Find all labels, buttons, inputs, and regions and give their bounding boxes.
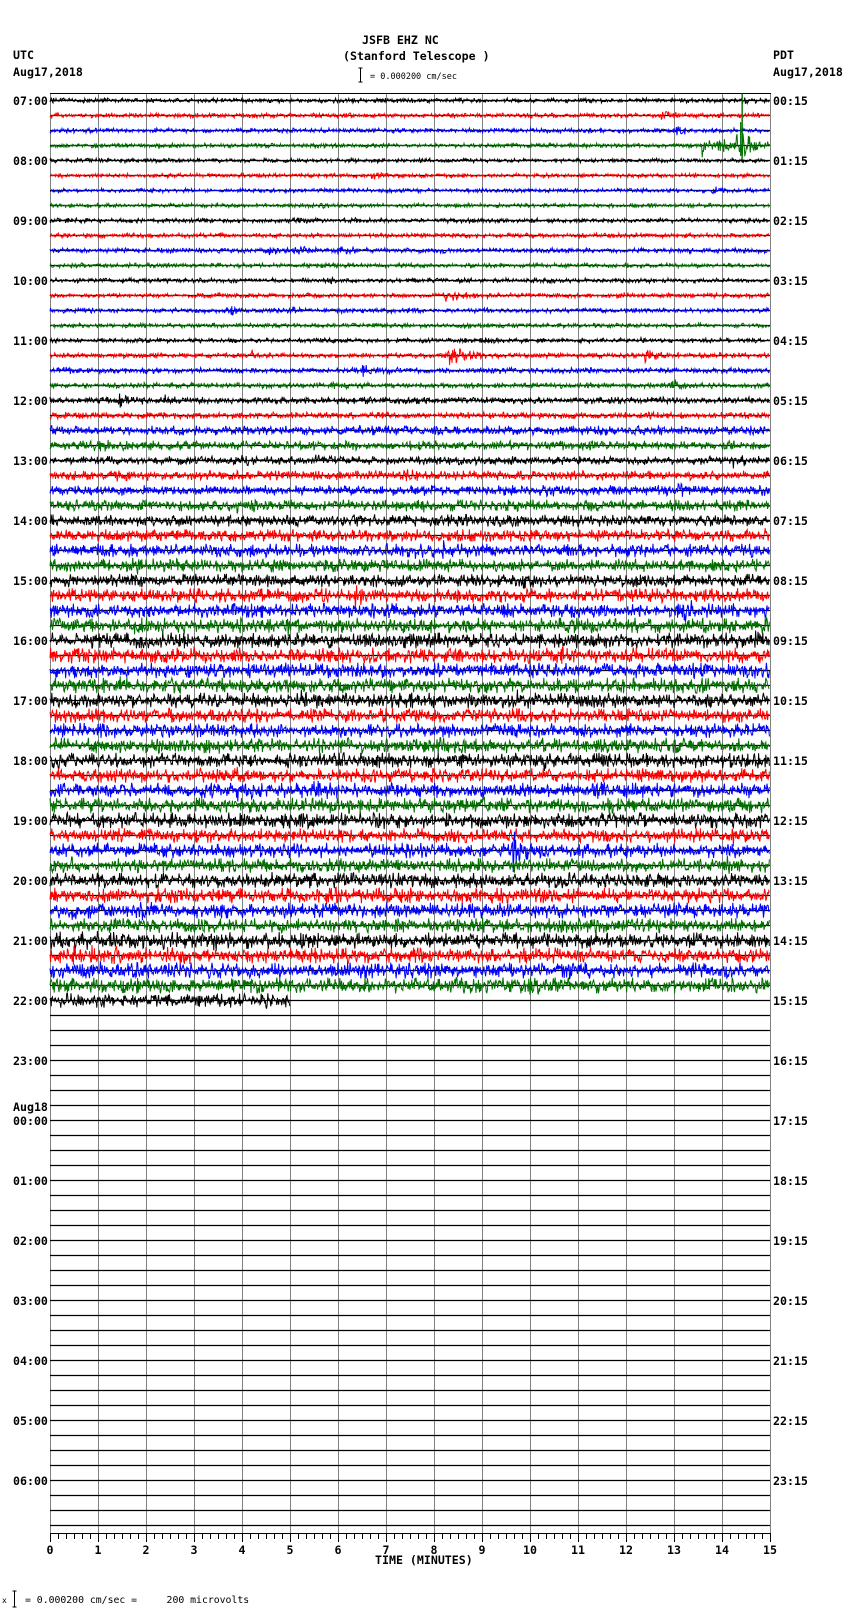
pdt-label: 19:15 (773, 1234, 808, 1248)
utc-label: 17:00 (13, 694, 48, 708)
utc-label: 16:00 (13, 634, 48, 648)
seismic-trace-1515 (50, 585, 769, 608)
seismic-trace-1700 (50, 689, 769, 708)
utc-label: 10:00 (13, 274, 48, 288)
seismic-trace-1645 (50, 676, 769, 693)
utc-label: 18:00 (13, 754, 48, 768)
seismic-trace-1015 (50, 292, 769, 302)
utc-label: 06:00 (13, 1474, 48, 1488)
seismic-trace-1300 (50, 455, 769, 469)
seismic-trace-1815 (50, 767, 769, 783)
seismic-trace-1115 (50, 349, 769, 365)
pdt-label: 13:15 (773, 874, 808, 888)
utc-label: 08:00 (13, 154, 48, 168)
x-tick-label: 1 (94, 1543, 102, 1557)
x-tick-label: 15 (763, 1543, 777, 1557)
left-timezone: UTC (13, 48, 34, 62)
seismic-traces (50, 94, 769, 1009)
station-title: JSFB EHZ NC (362, 33, 439, 47)
seismic-trace-1445 (50, 558, 769, 575)
pdt-label: 10:15 (773, 694, 808, 708)
footer-scale-text: = 0.000200 cm/sec = 200 microvolts (25, 1595, 250, 1606)
seismic-trace-1100 (50, 338, 769, 344)
seismic-trace-1615 (50, 646, 769, 664)
pdt-label: 05:15 (773, 394, 808, 408)
x-tick-label: 3 (190, 1543, 198, 1557)
pdt-label: 04:15 (773, 334, 808, 348)
left-date: Aug17,2018 (13, 65, 83, 79)
scale-marker: x (2, 1596, 7, 1605)
seismic-trace-1245 (50, 440, 769, 452)
pdt-label: 14:15 (773, 934, 808, 948)
utc-label: 03:00 (13, 1294, 48, 1308)
seismic-trace-1430 (50, 540, 769, 559)
utc-label: 01:00 (13, 1174, 48, 1188)
utc-label: 21:00 (13, 934, 48, 948)
utc-label: 12:00 (13, 394, 48, 408)
pdt-label: 23:15 (773, 1474, 808, 1488)
x-tick-label: 12 (619, 1543, 633, 1557)
pdt-label: 01:15 (773, 154, 808, 168)
seismic-trace-1630 (50, 663, 769, 679)
x-tick-label: 7 (382, 1543, 390, 1557)
seismic-trace-0800 (50, 158, 769, 162)
x-tick-label: 14 (715, 1543, 729, 1557)
utc-label: 04:00 (13, 1354, 48, 1368)
x-axis-title: TIME (MINUTES) (375, 1553, 473, 1567)
pdt-label: 09:15 (773, 634, 808, 648)
utc-label: 05:00 (13, 1414, 48, 1428)
utc-label: 14:00 (13, 514, 48, 528)
utc-label: 00:00 (13, 1114, 48, 1128)
pdt-label: 00:15 (773, 94, 808, 108)
pdt-label: 07:15 (773, 514, 808, 528)
x-tick-label: 8 (430, 1543, 438, 1557)
pdt-label: 03:15 (773, 274, 808, 288)
seismic-trace-1915 (50, 828, 769, 846)
right-timezone: PDT (773, 48, 794, 62)
x-tick-label: 0 (46, 1543, 54, 1557)
pdt-label: 21:15 (773, 1354, 808, 1368)
utc-date-change-label: Aug18 (13, 1100, 48, 1114)
utc-label: 19:00 (13, 814, 48, 828)
footer-scale-bar-icon (11, 1590, 18, 1608)
pdt-label: 22:15 (773, 1414, 808, 1428)
seismic-trace-1600 (50, 631, 769, 649)
seismic-trace-1945 (50, 856, 769, 874)
utc-label: 11:00 (13, 334, 48, 348)
pdt-label: 16:15 (773, 1054, 808, 1068)
x-tick-label: 4 (238, 1543, 246, 1557)
seismic-trace-0945 (50, 263, 769, 269)
utc-label: 15:00 (13, 574, 48, 588)
utc-label: 22:00 (13, 994, 48, 1008)
utc-label: 13:00 (13, 454, 48, 468)
right-date: Aug17,2018 (773, 65, 843, 79)
pdt-label: 12:15 (773, 814, 808, 828)
scale-label: = 0.000200 cm/sec (370, 72, 457, 82)
pdt-label: 18:15 (773, 1174, 808, 1188)
seismic-trace-0745 (50, 134, 769, 158)
seismic-trace-0915 (50, 233, 769, 238)
seismic-trace-1145 (50, 379, 769, 389)
utc-label: 09:00 (13, 214, 48, 228)
x-tick-label: 5 (286, 1543, 294, 1557)
x-tick-label: 6 (334, 1543, 342, 1557)
pdt-label: 02:15 (773, 214, 808, 228)
x-tick-label: 11 (571, 1543, 585, 1557)
pdt-label: 11:15 (773, 754, 808, 768)
utc-label: 20:00 (13, 874, 48, 888)
utc-label: 23:00 (13, 1054, 48, 1068)
seismic-trace-1330 (50, 484, 769, 497)
seismic-trace-1830 (50, 781, 769, 802)
seismic-trace-1530 (50, 600, 769, 622)
x-tick-label: 9 (478, 1543, 486, 1557)
utc-label: 07:00 (13, 94, 48, 108)
seismic-trace-1745 (50, 738, 769, 754)
pdt-label: 17:15 (773, 1114, 808, 1128)
pdt-label: 20:15 (773, 1294, 808, 1308)
seismic-trace-1715 (50, 708, 769, 722)
pdt-label: 06:15 (773, 454, 808, 468)
seismic-trace-2200 (50, 993, 290, 1009)
time-axis (50, 1533, 771, 1542)
trace-baselines (50, 101, 770, 1526)
pdt-label: 15:15 (773, 994, 808, 1008)
x-tick-label: 2 (142, 1543, 150, 1557)
pdt-label: 08:15 (773, 574, 808, 588)
seismic-trace-1345 (50, 500, 769, 514)
station-location: (Stanford Telescope ) (343, 49, 490, 63)
seismic-trace-2030 (50, 902, 769, 920)
x-tick-label: 13 (667, 1543, 681, 1557)
utc-label: 02:00 (13, 1234, 48, 1248)
x-tick-label: 10 (523, 1543, 537, 1557)
